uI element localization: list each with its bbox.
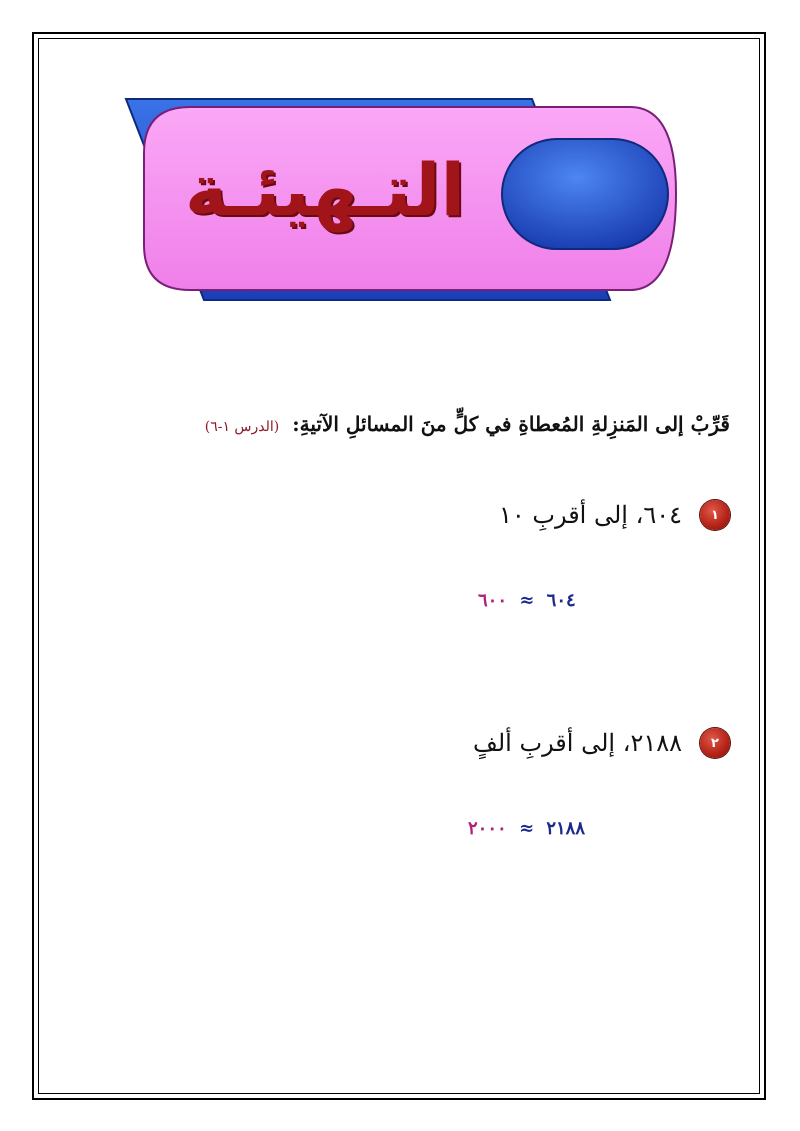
- problem-1-answer-original: ٦٠٤: [546, 590, 576, 611]
- approx-symbol: ≈: [518, 818, 535, 839]
- problem-2-text: ٢١٨٨، إلى أقربِ ألفٍ: [473, 729, 682, 757]
- problem-2-number-badge: ٢: [700, 728, 730, 758]
- problem-1-text: ٦٠٤، إلى أقربِ ١٠: [498, 501, 682, 529]
- problem-1-answer-result: ٦٠٠: [478, 590, 508, 611]
- approx-symbol: ≈: [519, 590, 535, 611]
- banner-blue-pill: [502, 139, 668, 249]
- problem-2-answer-result: ٢٠٠٠: [468, 818, 507, 839]
- problem-2: [473, 728, 730, 758]
- problem-1: [499, 500, 730, 530]
- lesson-reference: (الدرس ١-٦): [204, 419, 280, 435]
- problem-1-answer: [478, 590, 576, 611]
- page-title: التـهيئـة: [184, 148, 466, 232]
- instruction-text: قَرِّبْ إلى المَنزِلةِ المُعطاةِ في كلٍّ منَ المسائلِ الآتيةِ:: [292, 412, 730, 436]
- problem-2-answer-original: ٢١٨٨: [546, 818, 585, 839]
- instruction: [90, 412, 730, 436]
- problem-2-answer: [468, 818, 585, 839]
- problem-1-number-badge: ١: [700, 500, 730, 530]
